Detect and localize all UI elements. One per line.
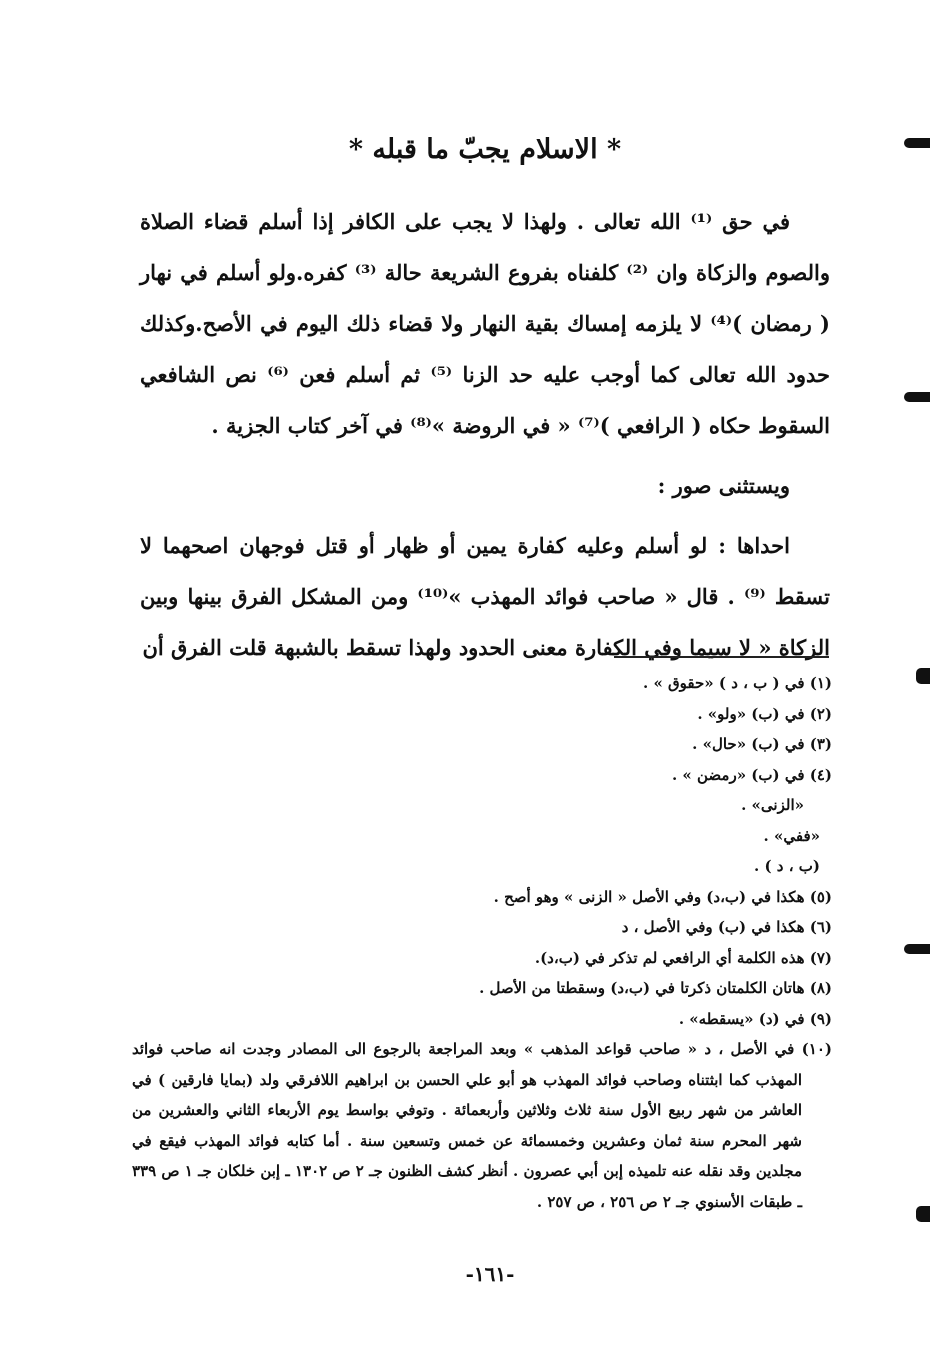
margin-mark — [904, 138, 930, 148]
footnote-extra-1: «الزنى» . — [741, 796, 804, 814]
footnote-1: (١) في ( ب ، د ) «حقوق » . — [643, 674, 832, 692]
margin-mark — [904, 392, 930, 402]
footnote-extra-2: «ففي» . — [763, 826, 820, 845]
footnote-2: (٢) في (ب) «ولو» . — [697, 704, 832, 723]
footnote-9: (٩) في (د) «يسقطه» . — [678, 1009, 832, 1028]
footnote-10: (١٠) في الأصل ، د « صاحب قواعد المذهب » وبعد المراجعة بالرجوع الى المصادر وجدت انه صاحب فوائد المهذب كما ابثتناه وصاحب فوائد المهذب هو أبو علي الحسن بن ابراهيم اللافرقي ولد (بمايا فارقين ) في العاشر من شهر ربيع الأول سنة ثلاث وثلاثين وأربعمائة . وتوفي بواسط يوم الأربعاء الثاني والعشرين من شهر المحرم سنة ثمان وعشرين وخمسمائة عن خمس وتسعين سنة . أما كتابه فوائد المهذب فيقع في مجلدين وقد نقله عنه تلميذه إبن أبي عصرون . أنظر كشف الظنون جـ ٢ ص ١٣٠٢ ـ إبن خلكان جـ ١ ص ٣٣٩ ـ طبقات الأسنوي جـ ٢ ص ٢٥٦ ، ص ٢٥٧ . — [132, 1040, 832, 1211]
footnote-6: (٦) هكذا في (ب) وفي الأصل ، د — [621, 918, 832, 936]
footnote-5: (٥) هكذا في (ب،د) وفي الأصل « الزنى » وهو أصح . — [493, 887, 832, 906]
paragraph-3: احداها : لو أسلم وعليه كفارة يمين أو ظهار أو قتل فوجهان اصحهما لا تسقط ⁽⁹⁾ . قال « صاحب فوائد المهذب »⁽¹⁰⁾ ومن المشكل الفرق بينها وبين الزكاة « لا سيما وفي الكفارة معنى الحدود ولهذا تسقط بالشبهة قلت الفرق أن — [140, 533, 831, 660]
margin-mark — [916, 668, 930, 684]
footnotes — [132, 668, 832, 1217]
footnote-extra-3: (ب ، د ) . — [754, 857, 820, 875]
paragraph-1: في حق ⁽¹⁾ الله تعالى . ولهذا لا يجب على الكافر إذا أسلم قضاء الصلاة والصوم والزكاة وان ⁽²⁾ كلفناه بفروع الشريعة حالة ⁽³⁾ كفره.ولو أسلم في نهار ( رمضان )⁽⁴⁾ لا يلزمه إمساك بقية النهار ولا قضاء ذلك اليوم في الأصح.وكذلك حدود الله تعالى كما أوجب عليه حد الزنا ⁽⁵⁾ ثم أسلم فعن ⁽⁶⁾ نص الشافعي السقوط حكاه ( الرافعي )⁽⁷⁾ « في الروضة »⁽⁸⁾ في آخر كتاب الجزية . — [140, 209, 830, 438]
paragraph-2: ويستثنى صور : — [657, 473, 790, 498]
page-number: -١٦١- — [465, 1262, 515, 1286]
section-title: * الاسلام يجبّ ما قبله * — [348, 134, 622, 165]
main-text — [140, 196, 830, 673]
footnote-7: (٧) هذه الكلمة أي الرافعي لم تذكر في (ب،د). — [534, 948, 832, 967]
footnote-8: (٨) هاتان الكلمتان ذكرتا في (ب،د) وسقطتا من الأصل . — [479, 979, 832, 997]
footnote-separator — [614, 656, 829, 658]
margin-mark — [916, 1206, 930, 1222]
margin-mark — [904, 944, 930, 954]
footnote-3: (٣) في (ب) «حال» . — [692, 735, 832, 753]
footnote-4: (٤) في (ب) «رمضن » . — [671, 765, 832, 784]
